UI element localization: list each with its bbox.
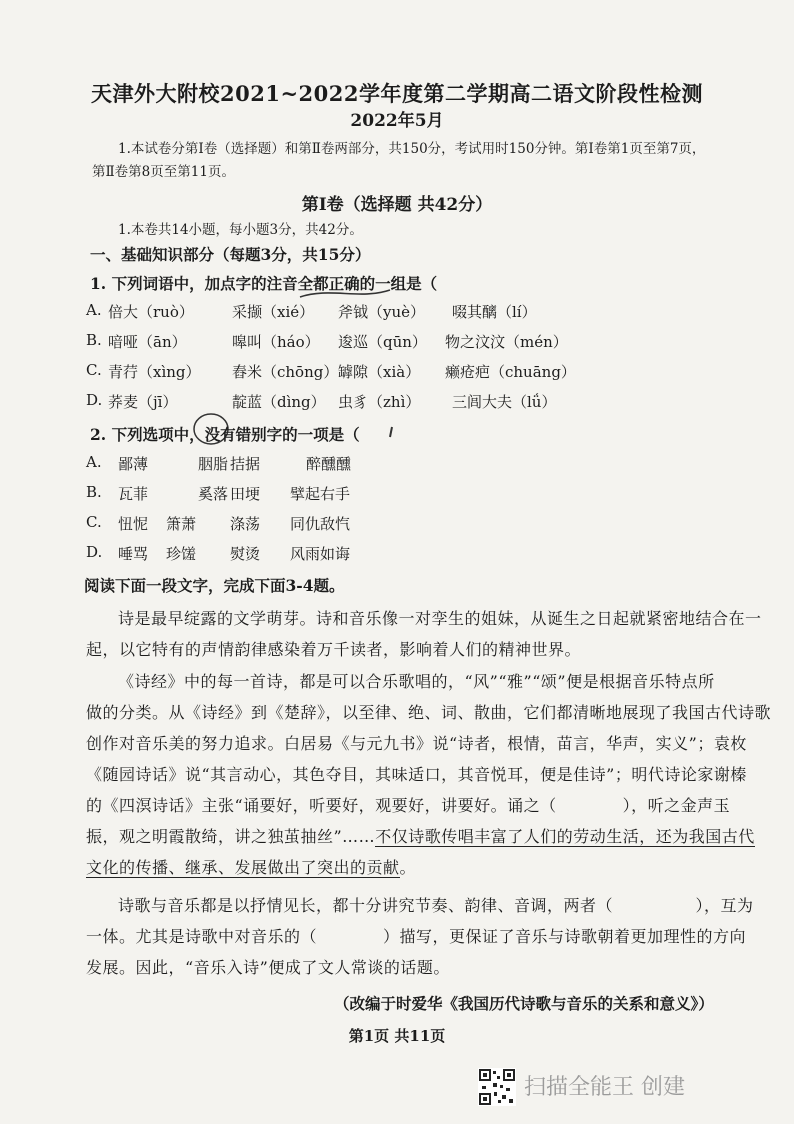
q1-row-b-label: B. (86, 331, 102, 349)
q1-row-b-item-3: 逡巡（qūn） (338, 333, 427, 351)
reading-instruction: 阅读下面一段文字，完成下面3-4题。 (84, 576, 345, 595)
q2-row-b-item-2: 奚落 (198, 485, 229, 503)
q1-row-c-item-1: 青荇（xìng） (108, 363, 201, 381)
q1-row-d-item-4: 三闾大夫（lǘ） (452, 393, 557, 411)
reading-p2-line-6 (86, 824, 755, 847)
q1-row-d-item-2: 靛蓝（dìng） (232, 393, 326, 411)
q1-row-a-item-1: 倍大（ruò） (108, 303, 194, 321)
q2-row-a-item-2: 胭脂 (198, 455, 229, 473)
q2-row-a-item-3: 拮据 (230, 455, 261, 473)
reading-p1-line-2: 起，以它特有的声情韵律感染着万千读者，影响着人们的精神世界。 (86, 640, 582, 659)
reading-p2-line-3: 创作对音乐美的努力追求。白居易《与元九书》说“诗者，根情，苗言，华声，实义”；袁枚 (86, 734, 747, 753)
intro-line-1: 1.本试卷分第Ⅰ卷（选择题）和第Ⅱ卷两部分，共150分，考试用时150分钟。第Ⅰ卷第1页至第7页， (118, 141, 706, 157)
exam-date: 2022年5月 (350, 111, 444, 131)
q1-row-c-label: C. (86, 361, 102, 379)
reading-p2-line-1: 《诗经》中的每一首诗，都是可以合乐歌唱的，“风”“雅”“颂”便是根据音乐特点所 (118, 672, 715, 691)
q2-row-d-item-1: 唾骂 (118, 545, 149, 563)
q2-row-d-item-4: 风雨如诲 (290, 545, 351, 563)
q1-stem: 1. 下列词语中，加点字的注音全都正确的一组是（ (90, 274, 438, 293)
q2-row-d-item-2: 珍馐 (166, 545, 197, 563)
reading-p2-line-6-start: 振，观之明霞散绮，讲之独茧抽丝”…… (86, 827, 376, 846)
q2-row-d-item-3: 熨烫 (230, 545, 261, 563)
q1-row-d-item-1: 荞麦（jī） (108, 393, 178, 411)
reading-p1-line-1: 诗是最早绽露的文学萌芽。诗和音乐像一对孪生的姐妹，从诞生之日起就紧密地结合在一 (118, 609, 762, 628)
q2-row-c-item-2: 箫萧 (166, 515, 197, 533)
underlined-sentence-part-2: 文化的传播、继承、发展做出了突出的贡献 (86, 858, 400, 877)
q1-row-b-item-1: 喑哑（ān） (108, 333, 187, 351)
reading-p3-line-2: 一体。尤其是诗歌中对音乐的（ ）描写，更保证了音乐与诗歌朝着更加理性的方向 (86, 927, 747, 946)
q1-row-a-label: A. (86, 301, 102, 319)
section-title: 一、基础知识部分（每题3分，共15分） (90, 245, 371, 264)
q1-row-b-item-2: 嗥叫（háo） (232, 333, 320, 351)
q1-row-d-label: D. (86, 391, 103, 409)
page-number: 第1页 共11页 (348, 1027, 446, 1045)
q1-row-c-item-4: 癞疮疤（chuāng） (445, 363, 576, 381)
q2-row-c-item-1: 忸怩 (118, 515, 149, 533)
q2-row-b-item-1: 瓦菲 (118, 485, 149, 503)
q2-row-c-item-3: 涤荡 (230, 515, 261, 533)
q2-row-d-label: D. (86, 543, 103, 561)
q2-row-b-item-3: 田埂 (230, 485, 261, 503)
reading-p2-line-7 (86, 855, 416, 878)
reading-p2-line-2: 做的分类。从《诗经》到《楚辞》，以至律、绝、词、散曲，它们都清晰地展现了我国古代诗歌 (86, 703, 772, 722)
q2-row-a-label: A. (86, 453, 102, 471)
exam-title: 天津外大附校2021~2022学年度第二学期高二语文阶段性检测 (91, 81, 703, 106)
reading-p2-line-4: 《随园诗话》说“其言动心，其色夺目，其味适口，其音悦耳，便是佳诗”；明代诗论家谢榛 (86, 765, 747, 784)
q1-row-d-item-3: 虫豸（zhì） (338, 393, 421, 411)
q1-row-a-item-2: 采撷（xié） (232, 303, 315, 321)
part1-heading: 第Ⅰ卷（选择题 共42分） (301, 195, 493, 215)
reading-p2-end: 。 (399, 858, 417, 877)
q1-row-b-item-4: 物之汶汶（mén） (445, 333, 568, 351)
q1-row-a-item-4: 啜其醨（lí） (452, 303, 537, 321)
q2-row-a-item-4: 醉醺醺 (306, 455, 352, 473)
q2-row-b-label: B. (86, 483, 102, 501)
q2-row-c-label: C. (86, 513, 102, 531)
q2-row-c-item-4: 同仇敌忾 (290, 515, 351, 533)
reading-p3-line-1: 诗歌与音乐都是以抒情见长，都十分讲究节奏、韵律、音调，两者（ ），互为 (118, 896, 754, 915)
reading-p2-line-5: 的《四溟诗话》主张“诵要好，听要好，观要好，讲要好。诵之（ ），听之金声玉 (86, 796, 731, 815)
q2-row-b-item-4: 擘起右手 (290, 485, 351, 503)
q2-stem: 2. 下列选项中，没有错别字的一项是（ (90, 425, 360, 444)
q1-row-c-item-3: 罅隙（xià） (338, 363, 421, 381)
q1-row-c-item-2: 舂米（chōng） (232, 363, 339, 381)
reading-source: （改编于时爱华《我国历代诗歌与音乐的关系和意义》） (334, 994, 714, 1013)
scanner-watermark: 扫描全能王 创建 (524, 1075, 685, 1100)
q2-row-a-item-1: 鄙薄 (118, 455, 149, 473)
reading-p3-line-3: 发展。因此，“音乐入诗”便成了文人常谈的话题。 (86, 958, 450, 977)
underlined-sentence-part-1: 不仅诗歌传唱丰富了人们的劳动生活，还为我国古代 (375, 827, 755, 846)
part1-note: 1.本卷共14小题，每小题3分，共42分。 (118, 222, 363, 238)
qr-code-icon (478, 1068, 516, 1106)
q1-row-a-item-3: 斧钺（yuè） (338, 303, 426, 321)
intro-line-2: 第Ⅱ卷第8页至第11页。 (92, 164, 235, 180)
